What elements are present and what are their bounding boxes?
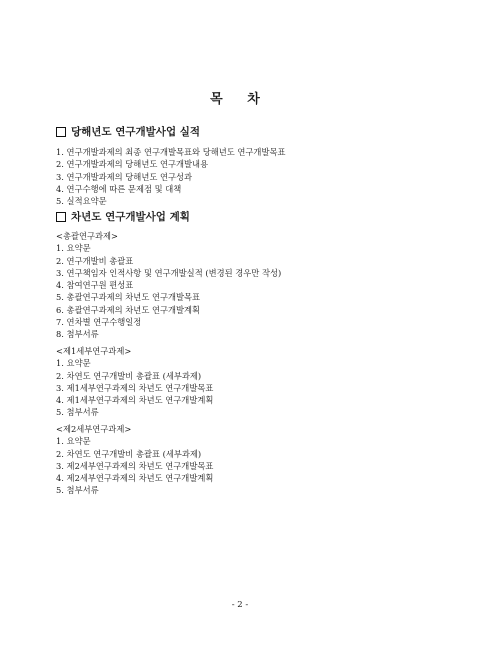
checkbox-square-icon bbox=[56, 127, 66, 137]
group-label: <제2세부연구과제> bbox=[56, 424, 132, 434]
list-item: 1. 요약문 bbox=[56, 358, 91, 369]
page-number: - 2 - bbox=[231, 600, 249, 610]
list-item: 4. 연구수행에 따른 문제점 및 대책 bbox=[56, 183, 182, 194]
list-item: 2. 연구개발비 총괄표 bbox=[56, 255, 134, 266]
list-item: 1. 요약문 bbox=[56, 243, 91, 254]
list-item: 4. 참여연구원 편성표 bbox=[56, 280, 134, 291]
list-item: 2. 연구개발과제의 당해년도 연구개발내용 bbox=[56, 159, 209, 170]
group-subproject-2 bbox=[56, 423, 440, 497]
section-heading: 차년도 연구개발사업 계획 bbox=[56, 210, 440, 224]
list-item: 3. 연구개발과제의 당해년도 연구성과 bbox=[56, 171, 193, 182]
list-item: 3. 제1세부연구과제의 차년도 연구개발목표 bbox=[56, 382, 214, 393]
list-item: 4. 제2세부연구과제의 차년도 연구개발계획 bbox=[56, 473, 214, 484]
list-item: 2. 차연도 연구개발비 총괄표 (세부과제) bbox=[56, 370, 202, 381]
list-item: 5. 총괄연구과제의 차년도 연구개발목표 bbox=[56, 292, 201, 303]
list-item: 1. 연구개발과제의 최종 연구개발목표와 당해년도 연구개발목표 bbox=[56, 147, 286, 157]
group-label: <제1세부연구과제> bbox=[56, 346, 132, 356]
list-item: 1. 요약문 bbox=[56, 436, 91, 447]
list-item: 3. 제2세부연구과제의 차년도 연구개발목표 bbox=[56, 460, 214, 471]
section-heading: 당해년도 연구개발사업 실적 bbox=[56, 125, 440, 139]
list-item: 5. 실적요약문 bbox=[56, 196, 107, 207]
group-subproject-1 bbox=[56, 345, 440, 419]
list-item: 7. 연차별 연구수행일정 bbox=[56, 317, 142, 328]
list-item: 8. 첨부서류 bbox=[56, 329, 99, 340]
section-current-year-results bbox=[56, 125, 440, 207]
section-item-list bbox=[56, 146, 440, 207]
group-overall-project bbox=[56, 230, 440, 341]
list-item: 2. 차연도 연구개발비 총괄표 (세부과제) bbox=[56, 448, 202, 459]
section-next-year-plan bbox=[56, 210, 440, 224]
list-item: 3. 연구책임자 인적사항 및 연구개발실적 (변경된 경우만 작성) bbox=[56, 267, 282, 278]
page-title: 목 차 bbox=[210, 92, 270, 107]
list-item: 5. 첨부서류 bbox=[56, 485, 99, 496]
checkbox-square-icon bbox=[56, 212, 66, 222]
list-item: 4. 제1세부연구과제의 차년도 연구개발계획 bbox=[56, 395, 214, 406]
list-item: 5. 첨부서류 bbox=[56, 407, 99, 418]
list-item: 6. 총괄연구과제의 차년도 연구개발계획 bbox=[56, 304, 201, 315]
group-label: <총괄연구과제> bbox=[56, 231, 118, 241]
